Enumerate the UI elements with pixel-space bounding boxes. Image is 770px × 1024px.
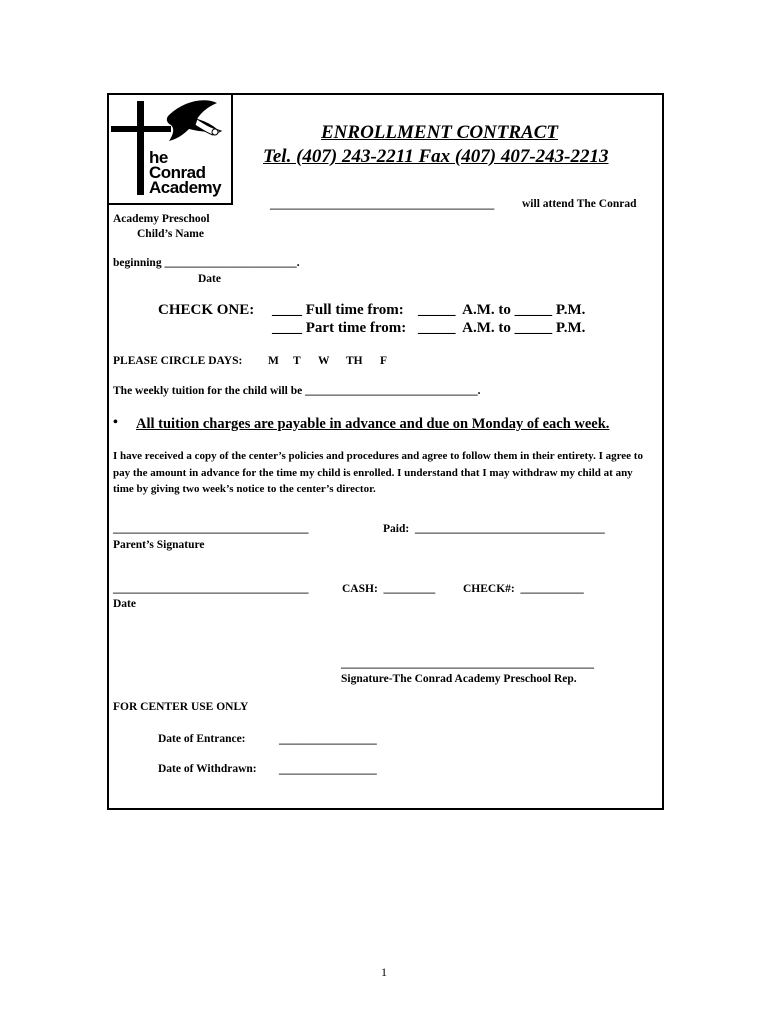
- child-name-blank[interactable]: _______________________________________: [270, 199, 495, 211]
- date-of-entrance-label: Date of Entrance:: [158, 733, 246, 745]
- attend-continuation: Academy Preschool: [113, 213, 210, 225]
- page-number: 1: [381, 965, 387, 979]
- full-time-hours[interactable]: _____ A.M. to _____ P.M.: [418, 302, 586, 318]
- cash-field[interactable]: CASH: _________: [342, 583, 436, 595]
- logo-line-2: Conrad: [149, 163, 206, 182]
- school-logo: [107, 93, 233, 205]
- child-name-label: Child’s Name: [137, 228, 204, 240]
- part-time-option[interactable]: ____ Part time from:: [272, 320, 407, 336]
- tuition-line[interactable]: The weekly tuition for the child will be ______________________________.: [113, 385, 481, 397]
- parent-signature-line[interactable]: __________________________________: [113, 523, 309, 535]
- check-number-field[interactable]: CHECK#: ___________: [463, 583, 584, 595]
- rep-signature-line[interactable]: ____________________________________________: [341, 658, 594, 670]
- day-thursday[interactable]: TH: [346, 355, 363, 367]
- bullet-icon: •: [113, 415, 118, 430]
- agreement-paragraph: I have received a copy of the center’s policies and procedures and agree to follow them in their entirety. I agree to pay the amount in advance for the time my child is enrolled. I understand that I may withdraw my child at any time by giving two week’s notice to the center’s director.: [113, 450, 643, 495]
- date-of-withdrawn-field[interactable]: _________________: [279, 764, 377, 776]
- paid-field[interactable]: Paid: _________________________________: [383, 523, 605, 535]
- day-tuesday[interactable]: T: [293, 355, 301, 367]
- page-title: ENROLLMENT CONTRACT: [321, 122, 558, 143]
- date-of-entrance-field[interactable]: _________________: [279, 734, 377, 746]
- day-wednesday[interactable]: W: [318, 355, 330, 367]
- parent-signature-label: Parent’s Signature: [113, 539, 205, 551]
- date-label: Date: [113, 598, 136, 610]
- full-time-option[interactable]: ____ Full time from:: [272, 302, 404, 318]
- check-one-label: CHECK ONE:: [158, 302, 255, 318]
- attend-text: will attend The Conrad: [522, 198, 637, 210]
- payment-notice: All tuition charges are payable in advance and due on Monday of each week.: [136, 416, 610, 432]
- rep-signature-label: Signature-The Conrad Academy Preschool Rep.: [341, 673, 577, 685]
- beginning-date-field[interactable]: beginning _______________________.: [113, 257, 300, 269]
- logo-line-3: Academy: [149, 178, 222, 197]
- day-monday[interactable]: M: [268, 355, 279, 367]
- circle-days-label: PLEASE CIRCLE DAYS:: [113, 355, 243, 367]
- logo-line-1: he: [149, 148, 168, 167]
- center-use-heading: FOR CENTER USE ONLY: [113, 701, 249, 713]
- day-friday[interactable]: F: [380, 355, 388, 367]
- part-time-hours[interactable]: _____ A.M. to _____ P.M.: [418, 320, 586, 336]
- date-line[interactable]: __________________________________: [113, 583, 309, 595]
- contact-line: Tel. (407) 243-2211 Fax (407) 407-243-2213: [263, 146, 609, 167]
- date-of-withdrawn-label: Date of Withdrawn:: [158, 763, 257, 775]
- beginning-date-label: Date: [198, 273, 221, 285]
